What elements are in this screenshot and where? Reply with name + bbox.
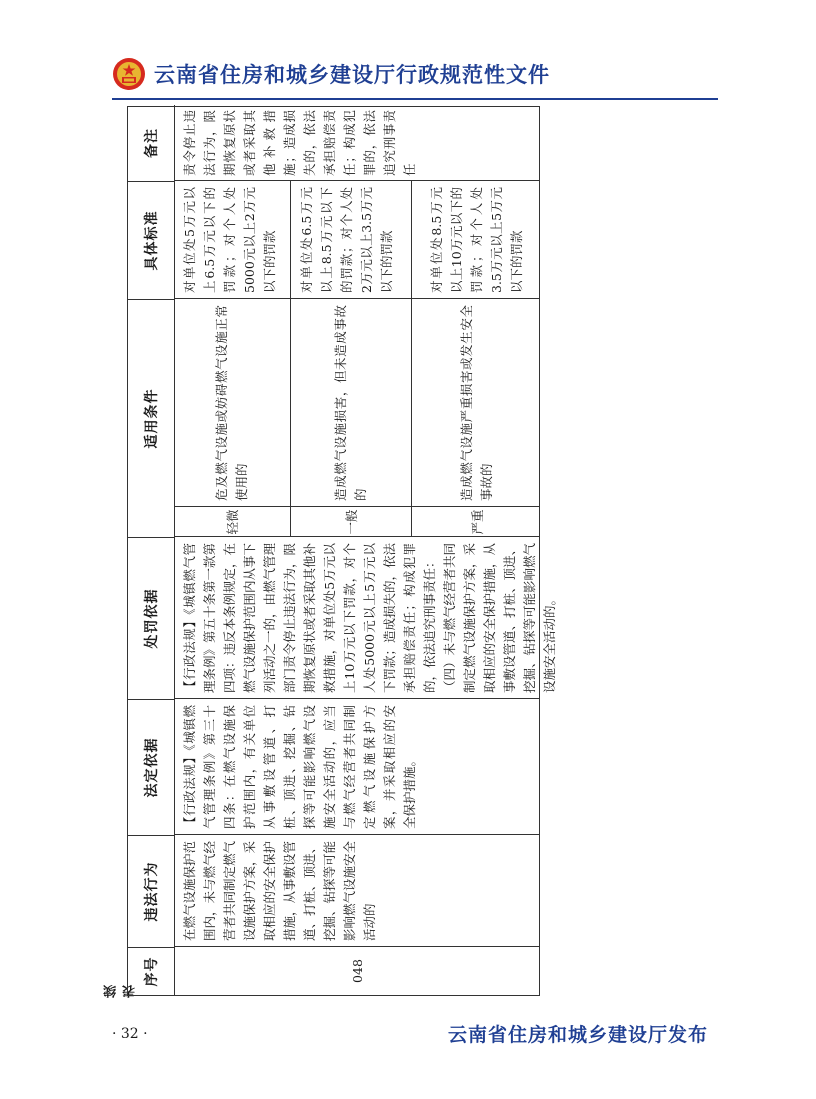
- footer-publisher: 云南省住房和城乡建设厅发布: [447, 1024, 708, 1046]
- condition-serious-text: 造成燃气设施严重损害或发生安全事故的: [458, 305, 494, 501]
- violation-text: 在燃气设施保护范围内，未与燃气经营者共同制定燃气设施保护方案，采取相应的安全保护措施，从事敷设管道、打桩、顶进、挖掘、钻探等可能影响燃气设施安全活动的: [182, 840, 377, 941]
- legal-basis-cell: [174, 699, 541, 835]
- rotated-table-wrapper: [127, 106, 557, 996]
- standard-minor-text: 对单位处5万元以上6.5万元以下的罚款；对个人处5000元以上2万元以下的罚款: [182, 187, 277, 293]
- penalty-basis-item-text: （四）未与燃气经营者共同制定燃气设施保护方案，采取相应的安全保护措施，从事敷设管道、打桩、顶进、挖掘、钻探等可能影响燃气设施安全活动的。: [442, 542, 557, 693]
- level-general: 一般: [344, 509, 359, 535]
- remark-text: 责令停止违法行为，限期恢复原状或者采取其他补救措施；造成损失的，依法承担赔偿责任；构成犯罪的，依法追究刑事责任: [182, 110, 417, 176]
- condition-general: [291, 299, 411, 507]
- seq-number: 048: [350, 959, 365, 983]
- condition-minor-text: 危及燃气设施或妨碍燃气设施正常使用的: [214, 305, 249, 501]
- level-minor: 轻微: [225, 509, 240, 535]
- header-standard: 具体标准: [128, 181, 174, 299]
- level-serious: 严重: [469, 509, 485, 535]
- violation-cell: [174, 835, 541, 947]
- condition-general-text: 造成燃气设施损害，但未造成事故的: [333, 305, 368, 501]
- header-legal-basis: 法定依据: [128, 699, 174, 835]
- header-divider: [112, 98, 718, 100]
- header-violation: 违法行为: [128, 835, 174, 947]
- legal-basis-text: 【行政法规】《城镇燃气管理条例》第三十四条：在燃气设施保护范围内，有关单位从事敷设管道、打桩、顶进、挖掘、钻探等可能影响燃气设施安全活动的，应当与燃气经营者共同制定燃气设施保护方案，并采取相应的安全保护措施。: [182, 705, 417, 829]
- penalty-table: [127, 106, 557, 996]
- header-penalty-basis: 处罚依据: [128, 537, 174, 699]
- page-number: · 32 ·: [112, 1026, 148, 1042]
- header-condition: 适用条件: [128, 299, 174, 537]
- remark-cell: [174, 105, 541, 181]
- penalty-basis-text: 【行政法规】《城镇燃气管理条例》第五十条第一款第四项：违反本条例规定，在燃气设施保护范围内从事下列活动之一的，由燃气管理部门责令停止违法行为，限期恢复原状或者采取其他补救措施，对单位处5万元以上10万元以下罚款，对个人处5000元以上5万元以下罚款；造成损失的，依法承担赔偿责任；构成犯罪的，依法追究刑事责任：: [182, 542, 437, 693]
- header-seq: 序号: [128, 947, 174, 995]
- standard-general-text: 对单位处6.5万元以上8.5万元以下的罚款；对个人处2万元以上3.5万元以下的罚款: [299, 187, 394, 293]
- continued-label: 续表: [104, 985, 138, 998]
- standard-general: [291, 181, 411, 299]
- penalty-basis-cell: [174, 537, 557, 699]
- page-header: [112, 52, 712, 96]
- header-title: 云南省住房和城乡建设厅行政规范性文件: [154, 63, 550, 87]
- table-header-row: [128, 105, 175, 995]
- standard-serious: [412, 181, 541, 299]
- condition-serious: [412, 299, 541, 507]
- header-remark: 备注: [144, 128, 160, 158]
- standard-serious-text: 对单位处8.5万元以上10万元以下的罚款；对个人处3.5万元以上5万元以下的罚款: [428, 187, 524, 293]
- condition-minor: [174, 299, 290, 507]
- national-emblem-icon: [112, 57, 146, 91]
- standard-minor: [174, 181, 290, 299]
